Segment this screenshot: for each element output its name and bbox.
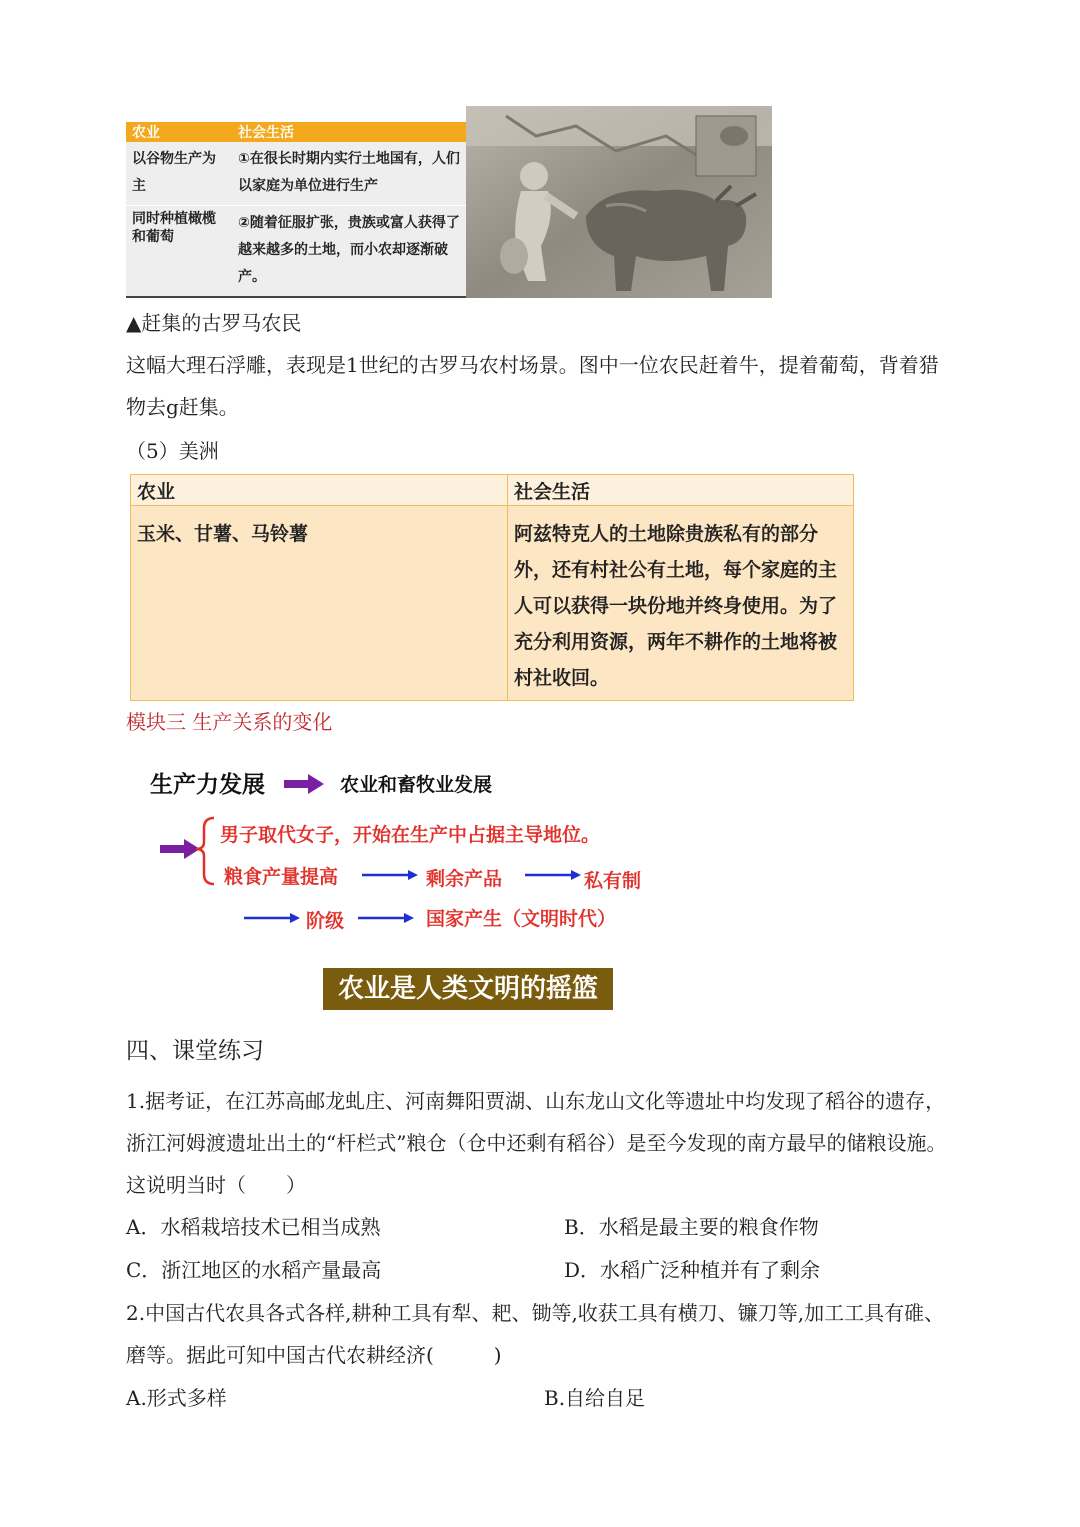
question-2-option-a: A.形式多样 xyxy=(126,1386,227,1410)
rome-table-header-social-life: 社会生活 xyxy=(232,122,466,142)
question-1-option-d: D．水稻广泛种植并有了剩余 xyxy=(564,1258,821,1282)
rome-table-cell: ②随着征服扩张，贵族或富人获得了越来越多的土地，而小农却逐渐破产。 xyxy=(232,205,466,297)
rome-table-header-agriculture: 农业 xyxy=(126,122,232,142)
rome-table-cell: 以谷物生产为主 xyxy=(126,142,232,205)
america-table-cell: 玉米、甘薯、马铃薯 xyxy=(131,506,508,701)
question-1-option-a: A．水稻栽培技术已相当成熟 xyxy=(126,1215,381,1239)
flow-productivity: 生产力发展 xyxy=(150,772,265,798)
relief-caption: ▲赶集的古罗马农民 xyxy=(126,311,302,335)
america-table-cell: 阿兹特克人的土地除贵族私有的部分外，还有村社公有土地，每个家庭的主人可以获得一块份地并终身使用。为了充分利用资源，两年不耕作的土地将被村社收回。 xyxy=(508,506,854,701)
flow-surplus: 剩余产品 xyxy=(426,868,503,890)
question-2-option-b: B.自给自足 xyxy=(544,1386,646,1410)
flow-grain-increase: 粮食产量提高 xyxy=(224,866,339,888)
question-1-stem: 1.据考证，在江苏高邮龙虬庄、河南舞阳贾湖、山东龙山文化等遗址中均发现了稻谷的遗存，浙江河姆渡遗址出土的“杆栏式”粮仓（仓中还剩有稻谷）是至今发现的南方最早的储粮设施。这说明当时（ ） xyxy=(126,1089,947,1197)
flow-state: 国家产生（文明时代） xyxy=(426,908,617,930)
purple-arrow-icon xyxy=(284,780,310,788)
rome-table-cell: ①在很长时期内实行土地国有，人们以家庭为单位进行生产 xyxy=(232,142,466,205)
america-table-header-social-life: 社会生活 xyxy=(508,475,854,506)
purple-arrow-icon xyxy=(308,774,324,794)
purple-arrow-icon xyxy=(160,845,186,853)
brace-icon xyxy=(196,818,214,884)
flow-private: 私有制 xyxy=(584,870,642,892)
question-1-option-c: C．浙江地区的水稻产量最高 xyxy=(126,1258,382,1282)
flow-male-dominance: 男子取代女子，开始在生产中占据主导地位。 xyxy=(220,824,601,846)
section-5-title: （5）美洲 xyxy=(126,439,219,463)
flow-agri-dev: 农业和畜牧业发展 xyxy=(340,774,493,796)
module-3-title: 模块三 生产关系的变化 xyxy=(126,710,333,734)
america-table-header-agriculture: 农业 xyxy=(131,475,508,506)
flow-class: 阶级 xyxy=(306,910,345,932)
question-1-option-b: B．水稻是最主要的粮食作物 xyxy=(564,1215,819,1239)
question-2-stem: 2.中国古代农具各式各样,耕种工具有犁、耙、锄等,收获工具有横刀、镰刀等,加工工具有碓、磨等。据此可知中国古代农耕经济( ) xyxy=(126,1301,945,1367)
section-4-title: 四、课堂练习 xyxy=(126,1038,264,1064)
banner-agriculture-cradle: 农业是人类文明的摇篮 xyxy=(323,968,613,1010)
rome-table-cell: 同时种植橄榄和葡萄 xyxy=(126,205,232,297)
relief-description: 这幅大理石浮雕，表现是1世纪的古罗马农村场景。图中一位农民赶着牛，提着葡萄，背着猎物去g赶集。 xyxy=(126,353,939,419)
